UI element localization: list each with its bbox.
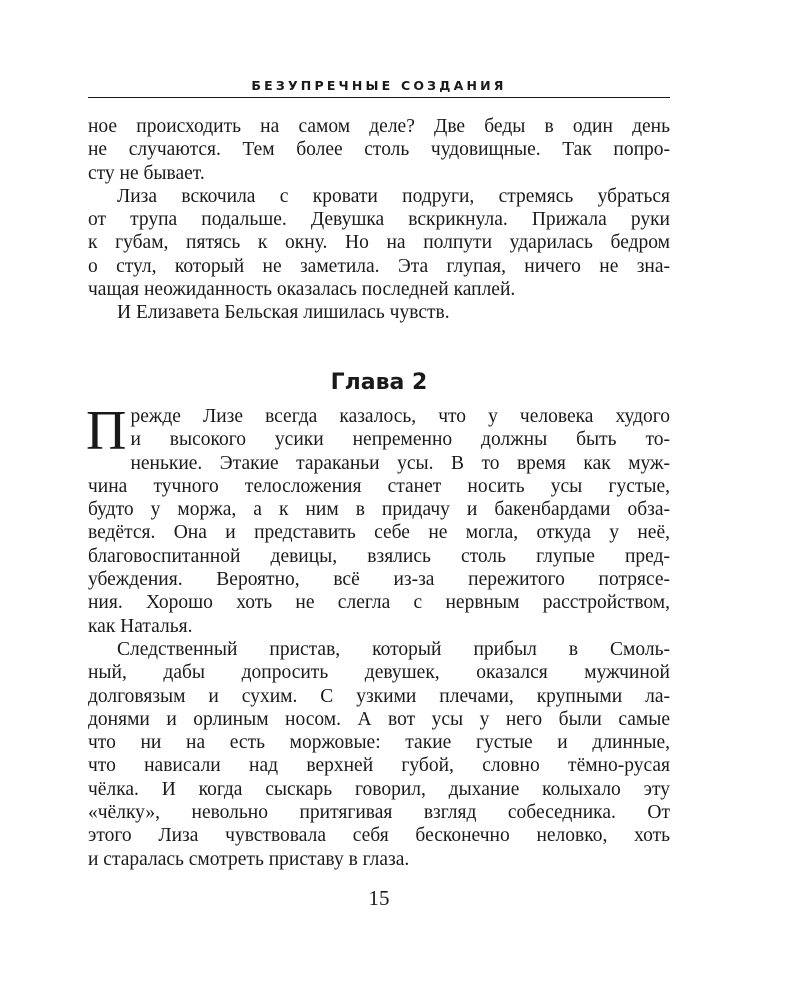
text-line: благовоспитанной девицы, взялись столь глупые пред- <box>88 545 670 567</box>
running-head: БЕЗУПРЕЧНЫЕ СОЗДАНИЯ <box>251 78 507 93</box>
text-line: долговязым и сухим. С узкими плечами, крупными ла- <box>88 685 670 707</box>
text-line: Следственный пристав, который прибыл в Смоль- <box>117 638 670 660</box>
text-line: и высокого усики непременно должны быть то- <box>130 429 670 451</box>
text-line: донями и орлиным носом. А вот усы у него были самые <box>88 708 670 730</box>
text-block-chapter-2 <box>86 400 670 871</box>
text-line: что нависали над верхней губой, словно тёмно-русая <box>88 755 670 777</box>
text-line: от трупа подальше. Девушка вскрикнула. Прижала руки <box>88 209 670 231</box>
text-line: как Наталья. <box>88 615 193 637</box>
text-line: чина тучного телосложения станет носить усы густые, <box>88 475 670 497</box>
page-number: 15 <box>368 886 390 910</box>
header-rule <box>88 97 670 98</box>
text-line: убеждения. Вероятно, всё из-за пережитого потрясе- <box>88 569 670 591</box>
text-block-continuation <box>88 115 670 325</box>
text-line: и старалась смотреть приставу в глаза. <box>88 848 410 870</box>
text-line: к губам, пятясь к окну. Но на полпути ударилась бедром <box>88 232 670 254</box>
text-line: не случаются. Тем более столь чудовищные. Так попро- <box>88 139 670 161</box>
text-line: И Елизавета Бельская лишилась чувств. <box>117 302 450 324</box>
text-line: этого Лиза чувствовала себя бесконечно неловко, хоть <box>88 825 670 847</box>
text-line: ный, дабы допросить девушек, оказался мужчиной <box>88 662 670 684</box>
text-line: будто у моржа, а к ним в придачу и бакенбардами обза- <box>88 499 670 521</box>
text-line: Лиза вскочила с кровати подруги, стремясь убраться <box>117 185 670 207</box>
text-line: о стул, который не заметила. Эта глупая, ничего не зна- <box>88 255 670 277</box>
dropcap-paragraph-start <box>86 400 670 462</box>
text-line: чащая неожиданность оказалась последней каплей. <box>88 279 516 301</box>
text-line: «чёлку», невольно притягивая взгляд собеседника. От <box>88 802 670 824</box>
text-line: ния. Хорошо хоть не слегла с нервным расстройством, <box>88 592 670 614</box>
text-line: ненькие. Этакие тараканьи усы. В то время как муж- <box>130 452 670 474</box>
chapter-title: Глава 2 <box>330 370 428 395</box>
text-line: ведётся. Она и представить себе не могла, откуда у неё, <box>88 522 670 544</box>
text-line: сту не бывает. <box>88 162 205 184</box>
text-line: что ни на есть моржовые: такие густые и длинные, <box>88 732 670 754</box>
text-line: чёлка. И когда сыскарь говорил, дыхание колыхало эту <box>88 778 670 800</box>
text-line: ное происходить на самом деле? Две беды в один день <box>88 116 670 137</box>
drop-cap: П <box>86 400 127 462</box>
text-line: режде Лизе всегда казалось, что у человека худого <box>130 406 670 427</box>
